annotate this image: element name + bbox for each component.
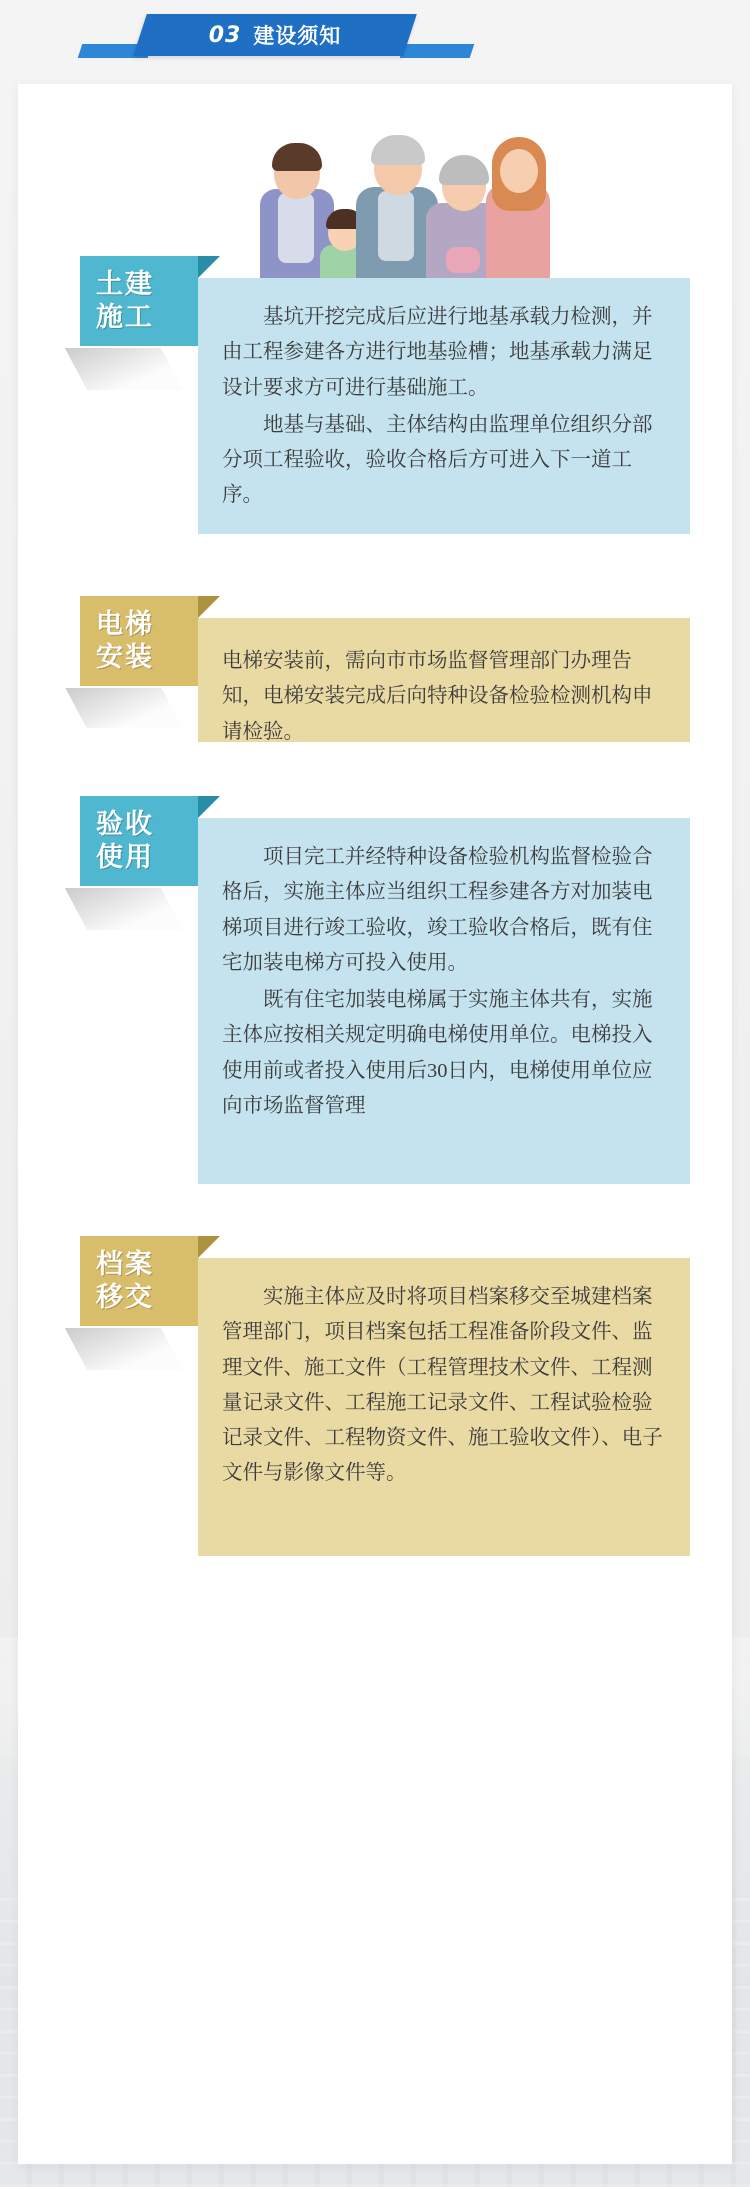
banner-ribbon-right [400,44,475,58]
banner-title: 建设须知 [253,25,342,48]
paragraph: 实施主体应及时将项目档案移交至城建档案管理部门，项目档案包括工程准备阶段文件、监理文件、施工文件（工程管理技术文件、工程测量记录文件、工程施工记录文件、工程试验检验记录文件、工程物资文件、施工验收文件）、电子文件与影像文件等。 [222,1286,663,1485]
tag-line-1: 电梯 [96,609,154,639]
tag-fold [198,256,220,278]
elderly-man-hair [371,135,425,165]
tag-line-1: 档案 [96,1249,154,1279]
tag-fold [198,596,220,618]
tag-line-2: 移交 [96,1281,154,1312]
section-tag-elevator-installation [80,596,198,686]
paragraph: 地基与基础、主体结构由监理单位组织分部分项工程验收，验收合格后方可进入下一道工序。 [222,413,653,507]
tag-line-2: 施工 [96,301,154,332]
section-body-acceptance-use [198,818,690,1184]
tag-shadow [65,888,183,930]
section-tag-civil-construction [80,256,198,346]
card-bottom-fade [18,1744,732,2164]
section-tag-acceptance-use [80,796,198,886]
section-civil-construction [60,244,690,534]
young-woman-face [500,149,538,193]
section-tag-archive-transfer [80,1236,198,1326]
tag-shadow [65,348,183,390]
paragraph: 既有住宅加装电梯属于实施主体共有，实施主体应按相关规定明确电梯使用单位。电梯投入使用前或者投入使用后30日内，电梯使用单位应向市场监督管理 [222,989,653,1117]
tag-line-1: 验收 [96,809,154,839]
paragraph: 基坑开挖完成后应进行地基承载力检测，并由工程参建各方进行地基验槽；地基承载力满足设计要求方可进行基础施工。 [222,306,653,399]
tag-fold [198,1236,220,1258]
section-elevator-installation [60,584,690,744]
section-banner [140,14,410,56]
elderly-woman-hair [439,155,489,185]
tag-line-2: 安装 [96,641,154,672]
paragraph: 项目完工并经特种设备检验机构监督检验合格后，实施主体应当组织工程参建各方对加装电梯项目进行竣工验收，竣工验收合格后，既有住宅加装电梯方可投入使用。 [222,846,653,974]
tag-line-1: 土建 [96,269,154,299]
section-acceptance-use [60,784,690,1184]
banner-number: 03 [208,22,242,48]
section-archive-transfer [60,1224,690,1554]
section-body-civil-construction [198,278,690,534]
content-card [18,84,732,2164]
section-body-elevator-installation [198,618,690,742]
tag-shadow [65,1328,183,1370]
tag-fold [198,796,220,818]
young-man-hair [272,143,322,171]
tag-line-2: 使用 [96,841,154,872]
paragraph: 电梯安装前，需向市市场监督管理部门办理告知，电梯安装完成后向特种设备检验检测机构申请检验。 [222,650,653,743]
section-body-archive-transfer [198,1258,690,1556]
tag-shadow [65,688,182,728]
banner-content [140,14,410,56]
